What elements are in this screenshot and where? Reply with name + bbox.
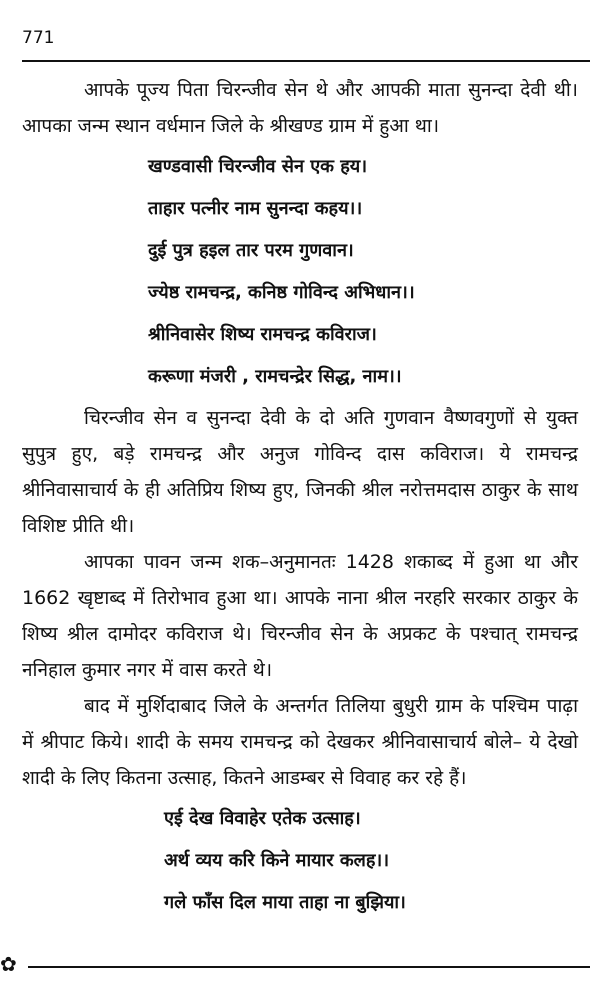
verse-line: एई देख विवाहेर एतेक उत्साह। — [164, 808, 361, 829]
verse-line: गले फाँस दिल माया ताहा ना बुझिया। — [164, 892, 406, 913]
page-body — [22, 72, 578, 922]
floral-ornament-icon: ✿ — [0, 952, 17, 976]
verse-line: अर्थ व्यय करि किने मायार कलह।। — [164, 850, 390, 871]
paragraph-2: चिरन्जीव सेन व सुनन्दा देवी के दो अति गुणवान वैष्णवगुणों से युक्त सुपुत्र हुए, बड़े रामचन्द्र और अनुज गोविन्द दास कविराज। ये रामचन्द्र श्रीनिवासाचार्य के ही अतिप्रिय शिष्य हुए, जिनकी श्रील नरोत्तमदास ठाकुर के साथ विशिष्ट प्रीति थी। — [22, 407, 578, 537]
footer-rule — [28, 966, 590, 968]
paragraph-3: आपका पावन जन्म शक–अनुमानतः 1428 शकाब्द में हुआ था और 1662 खृष्टाब्द में तिरोभाव हुआ था। आपके नाना श्रील नरहरि सरकार ठाकुर के शिष्य श्रील दामोदर कविराज थे। चिरन्जीव सेन के अप्रकट के पश्चात् रामचन्द्र ननिहाल कुमार नगर में वास करते थे। — [22, 551, 578, 681]
page-number: 771 — [22, 28, 55, 48]
verse-line: दुई पुत्र हइल तार परम गुणवान। — [148, 240, 354, 261]
header-rule — [22, 60, 590, 62]
verse-line: ताहार पत्नीर नाम सुनन्दा कहय।। — [148, 198, 363, 219]
verse-line: खण्डवासी चिरन्जीव सेन एक हय। — [148, 156, 368, 177]
verse-line: ज्येष्ठ रामचन्द्र, कनिष्ठ गोविन्द अभिधान।। — [148, 282, 415, 303]
verse-line: श्रीनिवासेर शिष्य रामचन्द्र कविराज। — [148, 324, 377, 345]
paragraph-4: बाद में मुर्शिदाबाद जिले के अन्तर्गत तिलिया बुधुरी ग्राम के पश्चिम पाढ़ा में श्रीपाट किये। शादी के समय रामचन्द्र को देखकर श्रीनिवासाचार्य बोले– ये देखो शादी के लिए कितना उत्साह, कितने आडम्बर से विवाह कर रहे हैं। — [22, 695, 578, 789]
verse-block-1 — [22, 148, 578, 396]
verse-block-2 — [22, 800, 578, 922]
verse-line: करूणा मंजरी , रामचन्द्रेर सिद्ध, नाम।। — [148, 366, 402, 387]
paragraph-1: आपके पूज्य पिता चिरन्जीव सेन थे और आपकी माता सुनन्दा देवी थी। आपका जन्म स्थान वर्धमान जिले के श्रीखण्ड ग्राम में हुआ था। — [22, 79, 578, 137]
